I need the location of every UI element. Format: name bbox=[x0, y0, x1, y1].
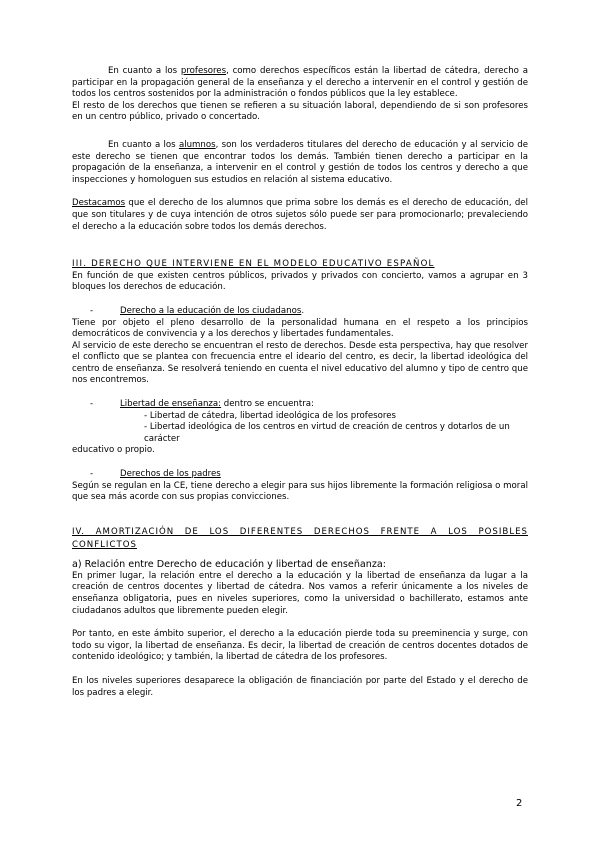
underlined-term-alumnos: alumnos bbox=[178, 139, 216, 150]
bullet-label: Libertad de enseñanza: bbox=[120, 399, 222, 410]
sub-item-ideologica: - Libertad ideológica de los centros en virtud de creación de centros y dotarlos de un carácter bbox=[144, 422, 510, 444]
bullet-label: Derechos de los padres bbox=[120, 469, 221, 480]
text: dentro se encuentra: bbox=[221, 399, 314, 410]
text: , como derechos específicos están la libertad de cátedra, derecho a participar en la propagación general de la enseñanza y el derecho a intervenir en el control y gestión de todos los centros sostenidos por la administración o fondos públicos que la ley establece. bbox=[72, 66, 528, 100]
text: , son los verdaderos titulares del derecho de educación y al servicio de este derecho se tienen que encontrar todos los demás. También tienen derecho a participar en la propagación de la enseñanza, a intervenir en el control y gestión de todos los centros y derecho a que inspecciones y homologuen sus estudios en relación al sistema educativo. bbox=[72, 139, 528, 185]
text: . bbox=[301, 305, 305, 316]
bullet-dash: - bbox=[90, 305, 94, 316]
section-3-heading: III. DERECHO QUE INTERVIENE EN EL MODELO EDUCATIVO ESPAÑOL bbox=[72, 259, 435, 270]
page-number: 2 bbox=[516, 798, 523, 809]
underlined-term-destacamos: Destacamos bbox=[72, 198, 126, 209]
section-3-intro: En función de que existen centros públicos, privados y privados con concierto, vamos a agrupar en 3 bloques los derechos de educación. bbox=[72, 270, 528, 293]
section-4-heading-cont: CONFLICTOS bbox=[72, 539, 137, 550]
bullet-derechos-padres bbox=[72, 469, 528, 481]
text: que el derecho de los alumnos que prima sobre los demás es el derecho de educación, del que son titulares y de cuya intención de otros sujetos sólo puede ser para promocionarlo; prevaleciendo el derecho a la educación sobre todos los demás derechos. bbox=[72, 198, 528, 232]
sub-item-ideologica-cont: educativo o propio. bbox=[72, 445, 155, 456]
section-4-heading: IV. AMORTIZACIÓN DE LOS DIFERENTES DERECHOS FRENTE A LOS POSIBLES bbox=[72, 526, 528, 537]
section-4-subtitle: a) Relación entre Derecho de educación y libertad de enseñanza: bbox=[72, 558, 387, 570]
paragraph-profesores bbox=[72, 66, 528, 101]
paragraph-alumnos bbox=[72, 140, 528, 186]
bullet-derecho-educacion bbox=[72, 306, 528, 318]
document-page bbox=[72, 66, 528, 699]
bullet-libertad-ensenanza bbox=[72, 399, 528, 411]
paragraph-niveles-superiores: En los niveles superiores desaparece la obligación de financiación por parte del Estado y el derecho de los padres a elegir. bbox=[72, 675, 528, 698]
paragraph-primer-lugar: En primer lugar, la relación entre el derecho a la educación y la libertad de enseñanza da lugar a la creación de centros docentes y libertad de cátedra. Nos vamos a referir únicamente a los niveles de enseñanza obligatoria, pues en niveles superiores, como la universidad o bachillerato, estamos ante ciudadanos adultos que libremente pueden elegir. bbox=[72, 570, 528, 616]
text: En cuanto a los bbox=[108, 139, 179, 150]
paragraph-objeto: Tiene por objeto el pleno desarrollo de la personalidad humana en el respeto a los principios democráticos de convivencia y a los derechos y libertades fundamentales. bbox=[72, 317, 528, 340]
paragraph-por-tanto: Por tanto, en este ámbito superior, el derecho a la educación pierde toda su preeminencia y surge, con todo su vigor, la libertad de enseñanza. Es decir, la libertad de creación de centros docentes dotados de contenido ideológico; y también, la libertad de cátedra de los profesores. bbox=[72, 629, 528, 663]
bullet-label: Derecho a la educación de los ciudadanos bbox=[120, 305, 302, 316]
bullet-dash: - bbox=[90, 399, 94, 410]
paragraph-resto-derechos: El resto de los derechos que tienen se refieren a su situación laboral, dependiendo de si son profesores en un centro público, privado o concertado. bbox=[72, 100, 528, 123]
bullet-dash: - bbox=[90, 469, 94, 480]
paragraph-padres: Según se regulan en la CE, tiene derecho a elegir para sus hijos libremente la formación religiosa o moral que sea más acorde con sus propias convicciones. bbox=[72, 480, 528, 503]
paragraph-servicio: Al servicio de este derecho se encuentran el resto de derechos. Desde esta perspectiva, hay que resolver el conflicto que se plantea con frecuencia entre el ideario del centro, es decir, la libertad ideológica del centro de enseñanza. Se resolverá teniendo en cuenta el nivel educativo del alumno y tipo de centro que nos encontremos. bbox=[72, 340, 528, 386]
underlined-term-profesores: profesores bbox=[180, 66, 227, 76]
paragraph-destacamos bbox=[72, 198, 528, 233]
sub-item-catedra: - Libertad de cátedra, libertad ideológica de los profesores bbox=[144, 410, 396, 421]
text: En cuanto a los bbox=[108, 66, 181, 76]
